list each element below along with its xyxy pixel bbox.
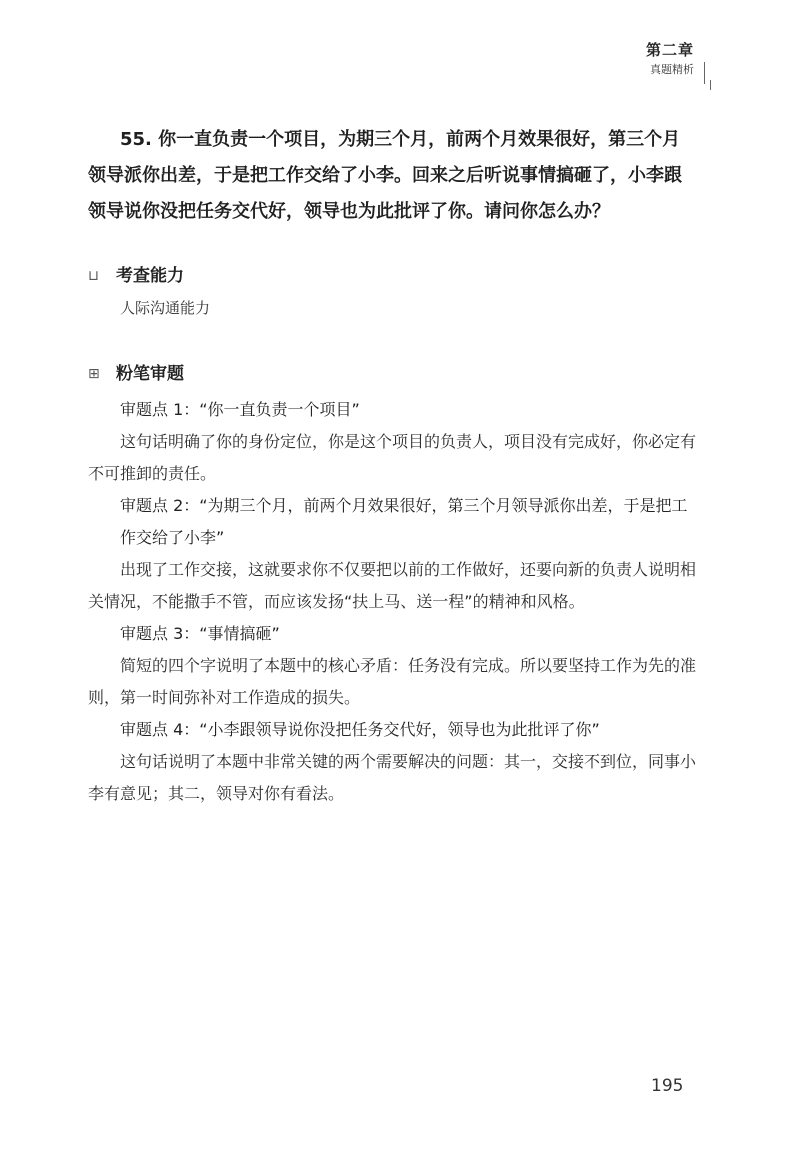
review-heading xyxy=(88,362,184,386)
review-points xyxy=(88,394,698,810)
section-label: 真题精析 xyxy=(650,63,694,76)
review-heading-label: 粉笔审题 xyxy=(116,364,184,384)
question-text: 55. 你一直负责一个项目，为期三个月，前两个月效果很好，第三个月领导派你出差，于是把工作交给了小李。回来之后听说事情搞砸了，小李跟领导说你没把任务交代好，领导也为此批评了你。请问你怎么办？ xyxy=(88,129,682,222)
review-point-3-text: 简短的四个字说明了本题中的核心矛盾：任务没有完成。所以要坚持工作为先的准则，第一时间弥补对工作造成的损失。 xyxy=(88,656,697,707)
review-point-3-title: 审题点 3：“事情搞砸” xyxy=(120,624,280,643)
ability-heading xyxy=(88,264,184,288)
review-point-1-text: 这句话明确了你的身份定位，你是这个项目的负责人，项目没有完成好，你必定有不可推卸的责任。 xyxy=(88,432,697,483)
review-point-4-text: 这句话说明了本题中非常关键的两个需要解决的问题：其一，交接不到位，同事小李有意见；其二，领导对你有看法。 xyxy=(88,752,697,803)
chapter-label: 第二章 xyxy=(645,41,694,59)
bracket-icon: ⊔ xyxy=(88,268,99,284)
page-number: 195 xyxy=(651,1076,684,1096)
header-divider-mark-small xyxy=(710,80,711,90)
review-point-1-title: 审题点 1：“你一直负责一个项目” xyxy=(120,400,360,419)
header-divider-mark xyxy=(704,62,705,84)
review-point-2-title: 审题点 2：“为期三个月，前两个月效果很好，第三个月领导派你出差，于是把工作交给了小李” xyxy=(120,496,688,547)
review-point-2-text: 出现了工作交接，这就要求你不仅要把以前的工作做好，还要向新的负责人说明相关情况，不能撒手不管，而应该发扬“扶上马、送一程”的精神和风格。 xyxy=(88,560,697,611)
running-head xyxy=(646,40,694,80)
ability-heading-label: 考查能力 xyxy=(116,266,184,286)
ability-content: 人际沟通能力 xyxy=(120,299,211,317)
crosshair-icon: ⊞ xyxy=(88,366,100,382)
review-point-4-title: 审题点 4：“小李跟领导说你没把任务交代好，领导也为此批评了你” xyxy=(120,720,600,739)
